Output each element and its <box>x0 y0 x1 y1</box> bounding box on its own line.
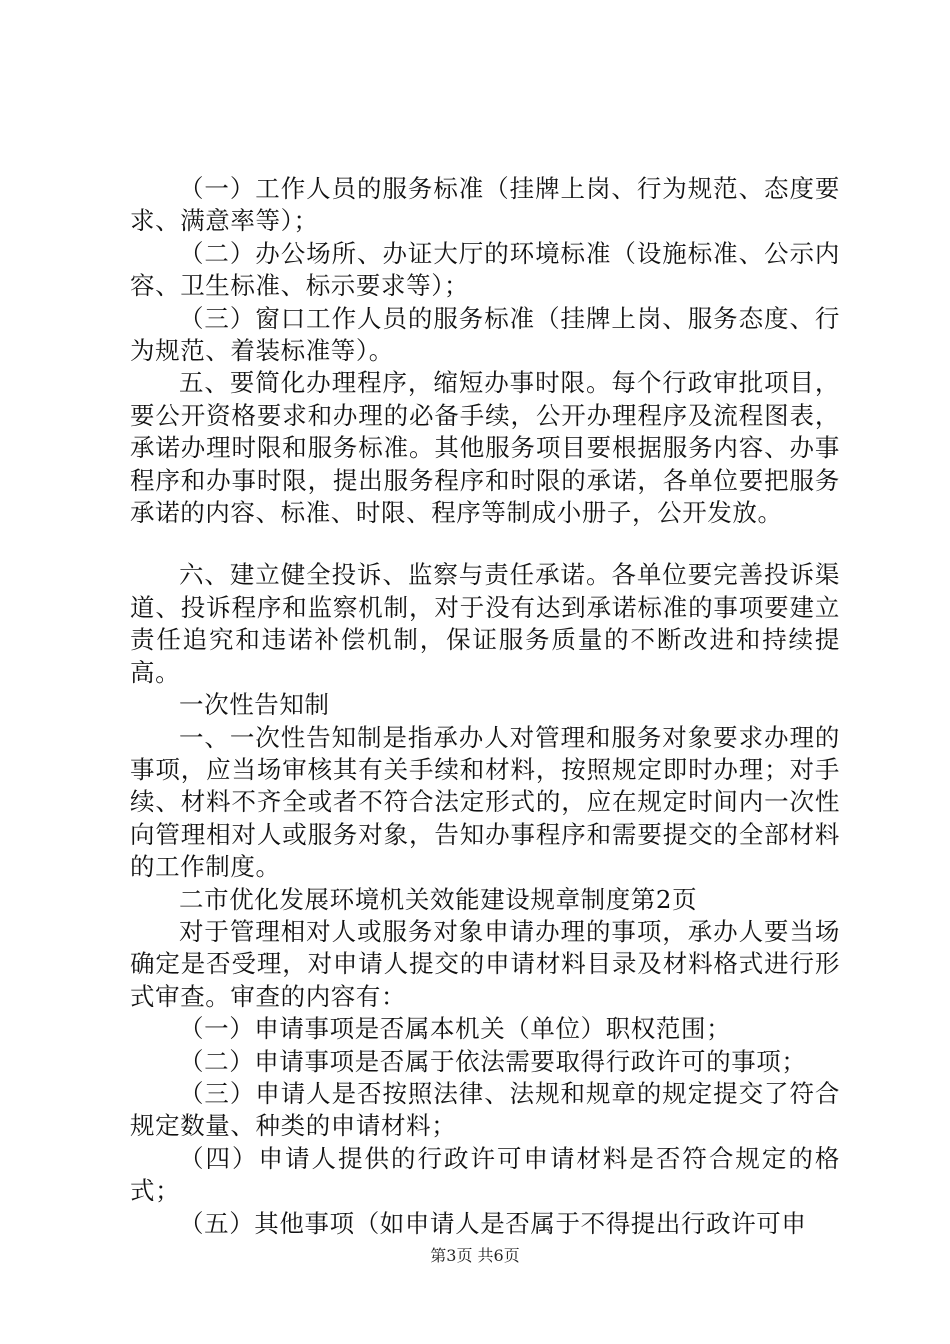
paragraph-gap <box>130 529 840 559</box>
paragraph-standard-1: （一）工作人员的服务标准（挂牌上岗、行为规范、态度要求、满意率等）； <box>130 174 840 236</box>
paragraph-review-4: （四）申请人提供的行政许可申请材料是否符合规定的格式； <box>130 1143 840 1206</box>
paragraph-review-2: （二）申请事项是否属于依法需要取得行政许可的事项； <box>179 1046 807 1076</box>
paragraph-review-intro: 对于管理相对人或服务对象申请办理的事项，承办人要当场确定是否受理，对申请人提交的申请材料目录及材料格式进行形式审查。审查的内容有： <box>130 916 840 1011</box>
document-body <box>130 173 840 1240</box>
paragraph-review-1: （一）申请事项是否属本机关（单位）职权范围； <box>179 1014 732 1044</box>
paragraph-standard-2: （二）办公场所、办证大厅的环境标准（设施标准、公示内容、卫生标准、标示要求等）； <box>130 238 840 301</box>
paragraph-review-3: （三）申请人是否按照法律、法规和规章的规定提交了符合规定数量、种类的申请材料； <box>130 1078 840 1141</box>
section-heading: 一次性告知制 <box>179 690 330 720</box>
page-number-footer: 第3页 共6页 <box>430 1246 520 1265</box>
paragraph-notice-one: 一、一次性告知制是指承办人对管理和服务对象要求办理的事项，应当场审核其有关手续和材料，按照规定即时办理；对手续、材料不齐全或者不符合法定形式的，应在规定时间内一次性向管理相对人或服务对象，告知办事程序和需要提交的全部材料的工作制度。 <box>130 722 840 882</box>
paragraph-item-five: 五、要简化办理程序，缩短办事时限。每个行政审批项目，要公开资格要求和办理的必备手续，公开办理程序及流程图表，承诺办理时限和服务标准。其他服务项目要根据服务内容、办事程序和办事时限，提出服务程序和时限的承诺，各单位要把服务承诺的内容、标准、时限、程序等制成小册子，公开发放。 <box>130 368 840 528</box>
paragraph-item-six: 六、建立健全投诉、监察与责任承诺。各单位要完善投诉渠道、投诉程序和监察机制，对于没有达到承诺标准的事项要建立责任追究和违诺补偿机制，保证服务质量的不断改进和持续提高。 <box>130 560 840 687</box>
paragraph-standard-3: （三）窗口工作人员的服务标准（挂牌上岗、服务态度、行为规范、着装标准等）。 <box>130 303 840 366</box>
page-reference-line: 二市优化发展环境机关效能建设规章制度第2页 <box>179 884 698 914</box>
paragraph-review-5: （五）其他事项（如申请人是否属于不得提出行政许可申 <box>179 1208 807 1238</box>
